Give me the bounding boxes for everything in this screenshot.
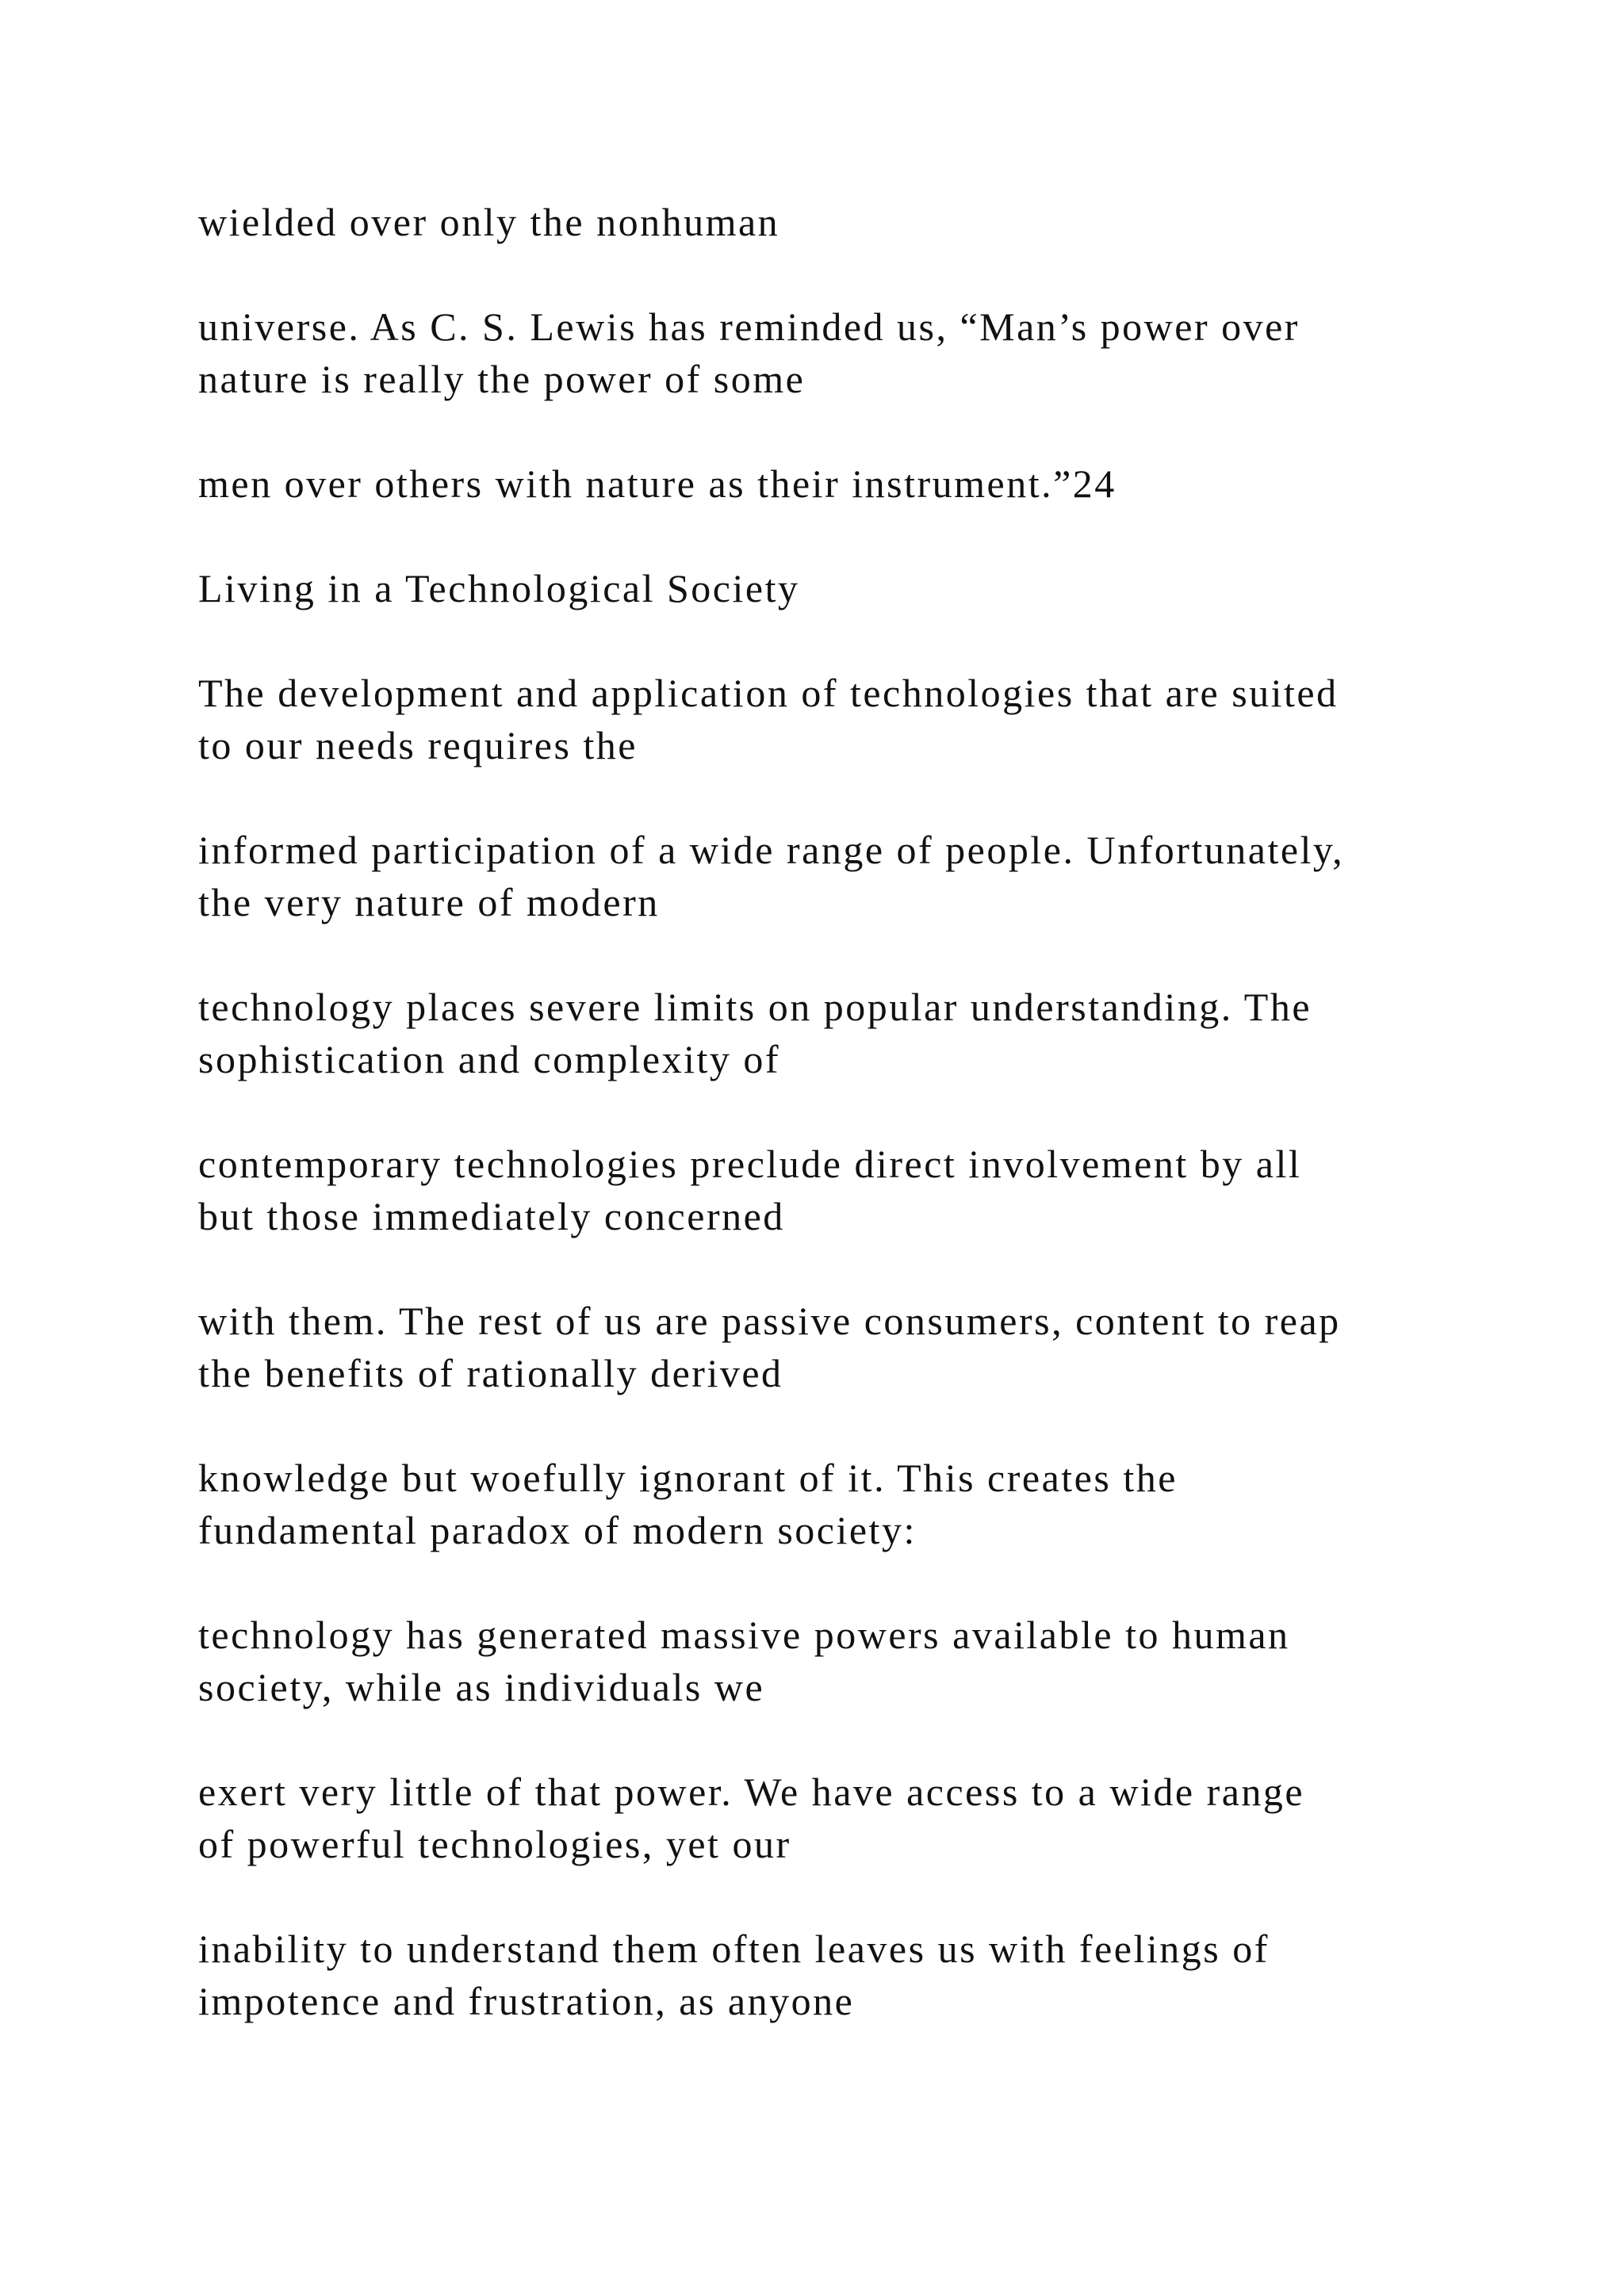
- text-line: informed participation of a wide range of people. Unfortunately,: [198, 828, 1345, 872]
- text-line: technology places severe limits on popular understanding. The: [198, 985, 1312, 1029]
- text-line: exert very little of that power. We have access to a wide range: [198, 1770, 1305, 1814]
- text-line: inability to understand them often leaves us with feelings of: [198, 1927, 1270, 1971]
- text-line: nature is really the power of some: [198, 357, 806, 401]
- text-line: the benefits of rationally derived: [198, 1351, 783, 1395]
- text-line: but those immediately concerned: [198, 1194, 785, 1238]
- text-line: to our needs requires the: [198, 723, 638, 767]
- text-line: of powerful technologies, yet our: [198, 1822, 791, 1866]
- text-line: technology has generated massive powers available to human: [198, 1613, 1290, 1657]
- text-line: wielded over only the nonhuman: [198, 200, 780, 244]
- text-line: the very nature of modern: [198, 880, 660, 924]
- text-line: with them. The rest of us are passive consumers, content to reap: [198, 1299, 1341, 1343]
- text-line: impotence and frustration, as anyone: [198, 1979, 855, 2023]
- text-line: contemporary technologies preclude direct involvement by all: [198, 1142, 1302, 1186]
- text-line: society, while as individuals we: [198, 1665, 765, 1709]
- text-line: sophistication and complexity of: [198, 1037, 781, 1081]
- text-line: universe. As C. S. Lewis has reminded us, “Man’s power over: [198, 304, 1300, 349]
- section-heading: Living in a Technological Society: [198, 566, 800, 610]
- text-line: men over others with nature as their instrument.”24: [198, 461, 1116, 506]
- text-line: The development and application of technologies that are suited: [198, 671, 1339, 715]
- text-line: fundamental paradox of modern society:: [198, 1508, 917, 1552]
- text-line: knowledge but woefully ignorant of it. This creates the: [198, 1456, 1178, 1500]
